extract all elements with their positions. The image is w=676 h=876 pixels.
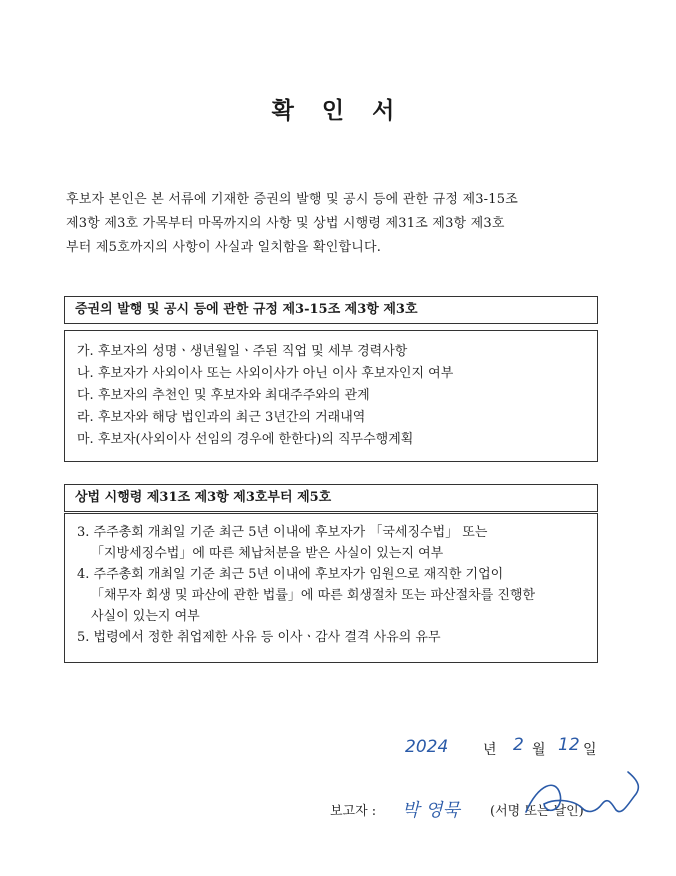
section2-item-continued: 「채무자 회생 및 파산에 관한 법률」에 따른 회생절차 또는 파산절차를 진행한 bbox=[91, 588, 536, 603]
date-line bbox=[395, 735, 615, 765]
reporter-line bbox=[330, 790, 650, 830]
reporter-label: 보고자 : bbox=[330, 804, 377, 819]
section1-item: 마. 후보자(사외이사 선임의 경우에 한한다)의 직무수행계획 bbox=[77, 432, 414, 447]
section1-body bbox=[64, 330, 598, 462]
section2-item-continued: 「지방세징수법」에 따른 체납처분을 받은 사실이 있는지 여부 bbox=[91, 546, 444, 561]
section1-item: 가. 후보자의 성명ㆍ생년월일ㆍ주된 직업 및 세부 경력사항 bbox=[77, 344, 408, 359]
intro-line: 제3항 제3호 가목부터 마목까지의 사항 및 상법 시행령 제31조 제3항 제3호 bbox=[66, 216, 505, 231]
intro-paragraph bbox=[66, 188, 606, 260]
date-year-unit: 년 bbox=[483, 742, 497, 758]
section2-header: 상법 시행령 제31조 제3항 제3호부터 제5호 bbox=[64, 484, 598, 512]
date-month-handwritten: 2 bbox=[513, 735, 524, 755]
section2-item-continued: 사실이 있는지 여부 bbox=[91, 609, 200, 624]
intro-line: 후보자 본인은 본 서류에 기재한 증권의 발행 및 공시 등에 관한 규정 제3-15조 bbox=[66, 192, 518, 207]
date-day-handwritten: 12 bbox=[558, 735, 580, 755]
section1-header: 증권의 발행 및 공시 등에 관한 규정 제3-15조 제3항 제3호 bbox=[64, 296, 598, 324]
section1-item: 나. 후보자가 사외이사 또는 사외이사가 아닌 이사 후보자인지 여부 bbox=[77, 366, 454, 381]
reporter-name-handwritten: 박 영묵 bbox=[402, 800, 460, 821]
section1-item: 라. 후보자와 해당 법인과의 최근 3년간의 거래내역 bbox=[77, 410, 366, 425]
section1-item: 다. 후보자의 추천인 및 후보자와 최대주주와의 관계 bbox=[77, 388, 370, 403]
date-year-handwritten: 2024 bbox=[405, 737, 449, 757]
signature-scribble bbox=[516, 764, 646, 824]
date-month-unit: 월 bbox=[532, 742, 546, 758]
document-title: 확 인 서 bbox=[271, 97, 405, 124]
section2-item: 5. 법령에서 정한 취업제한 사유 등 이사ㆍ감사 결격 사유의 유무 bbox=[77, 630, 441, 645]
intro-line: 부터 제5호까지의 사항이 사실과 일치함을 확인합니다. bbox=[66, 240, 382, 255]
section2-body bbox=[64, 513, 598, 663]
date-day-unit: 일 bbox=[583, 742, 597, 758]
section2-item: 4. 주주총회 개최일 기준 최근 5년 이내에 후보자가 임원으로 재직한 기업이 bbox=[77, 567, 504, 582]
section2-item: 3. 주주총회 개최일 기준 최근 5년 이내에 후보자가 「국세징수법」 또는 bbox=[77, 525, 488, 540]
reporter-sign-note: (서명 또는 날인) bbox=[490, 804, 584, 819]
